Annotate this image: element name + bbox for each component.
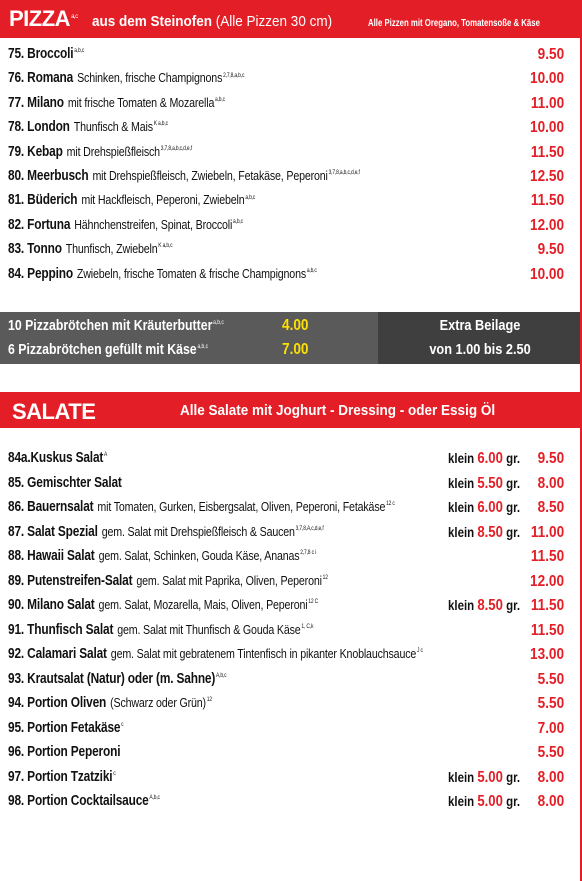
salad-price: 11.50 bbox=[530, 621, 564, 639]
pizza-price: 11.50 bbox=[530, 192, 564, 210]
salad-name-sup: A,b,c bbox=[149, 795, 160, 802]
salad-size-label: gr. bbox=[506, 523, 521, 540]
salad-name bbox=[8, 720, 124, 736]
pizza-price: 10.00 bbox=[529, 119, 564, 137]
salad-name-text: 89. Putenstreifen-Salat bbox=[8, 572, 133, 589]
pizza-desc-sup: K a,b,c bbox=[158, 243, 173, 250]
salad-small-size bbox=[448, 597, 520, 615]
pizza-name-text: 83. Tonno bbox=[8, 241, 62, 258]
pizza-desc-sup: a,b,c bbox=[245, 194, 256, 201]
pizza-price: 10.00 bbox=[529, 70, 564, 88]
pizza-price: 12.50 bbox=[529, 168, 564, 185]
salad-name bbox=[8, 695, 212, 711]
salad-small-price: 8.50 bbox=[477, 523, 503, 541]
salad-price: 13.00 bbox=[529, 646, 564, 663]
pizza-price: 11.50 bbox=[530, 143, 564, 161]
roll-item-2-label: 6 Pizzabrötchen gefüllt mit Käse bbox=[8, 341, 197, 358]
pizza-desc: Schinken, frische Champignons bbox=[77, 70, 223, 86]
salad-name bbox=[8, 450, 108, 466]
pizza-name bbox=[8, 266, 317, 282]
salad-name-text: 97. Portion Tzatziki bbox=[8, 768, 113, 785]
pizza-desc-sup: K a,b,c bbox=[153, 121, 168, 128]
pizza-row bbox=[0, 142, 582, 166]
salad-desc: gem. Salat mit Paprika, Oliven, Peperoni bbox=[136, 572, 322, 588]
pizza-name bbox=[8, 95, 225, 111]
salad-name-sup: A,b,c bbox=[215, 672, 227, 679]
pizza-desc: Hähnchenstreifen, Spinat, Broccoli bbox=[74, 216, 233, 232]
salad-name-sup: c bbox=[113, 770, 116, 777]
salad-small-size bbox=[448, 524, 520, 542]
salad-small-label: klein bbox=[448, 474, 475, 491]
salad-small-label: klein bbox=[448, 499, 475, 515]
salad-row bbox=[0, 595, 582, 619]
pizza-desc-sup: 3,7,8,a,b,c,d,e,f bbox=[160, 145, 192, 152]
salad-row bbox=[0, 644, 582, 668]
rolls-box bbox=[0, 312, 582, 364]
salad-desc: mit Tomaten, Gurken, Eisbergsalat, Oliven, Peperoni, Fetakäse bbox=[97, 499, 386, 514]
roll-item-2-sup: a,b,c bbox=[197, 344, 209, 350]
pizza-title-sup: a,c bbox=[71, 13, 78, 20]
salad-small-price: 5.00 bbox=[477, 793, 503, 810]
pizza-row bbox=[0, 68, 582, 92]
pizza-name-text: 77. Milano bbox=[8, 94, 64, 111]
salad-small-label: klein bbox=[448, 597, 475, 613]
salad-desc-sup: 2,7,8 c i bbox=[300, 550, 317, 557]
salad-small-price: 5.50 bbox=[477, 474, 503, 492]
salad-name-text: 87. Salat Spezial bbox=[8, 523, 98, 540]
salad-name bbox=[8, 499, 395, 515]
pizza-name bbox=[8, 241, 172, 257]
salad-name-text: 86. Bauernsalat bbox=[8, 499, 94, 515]
extra-range: von 1.00 bis 2.50 bbox=[429, 341, 531, 358]
salad-row bbox=[0, 571, 582, 595]
pizza-name-text: 76. Romana bbox=[8, 70, 74, 87]
roll-item-2 bbox=[8, 341, 208, 358]
salad-desc: gem. Salat mit gebratenem Tintenfisch in pikanter Knoblauchsauce bbox=[110, 646, 417, 661]
salad-name bbox=[8, 622, 313, 638]
salad-small-price: 5.00 bbox=[477, 768, 503, 786]
salad-price: 5.50 bbox=[537, 744, 564, 761]
pizza-name bbox=[8, 119, 168, 135]
pizza-name-text: 75. Broccoli bbox=[8, 46, 74, 62]
pizza-name-text: 82. Fortuna bbox=[8, 216, 71, 233]
salad-row bbox=[0, 767, 582, 791]
salad-price: 5.50 bbox=[537, 695, 564, 712]
pizza-header bbox=[0, 0, 582, 38]
salad-row bbox=[0, 448, 582, 472]
salad-size-label: gr. bbox=[506, 450, 521, 466]
salad-name-text: 92. Calamari Salat bbox=[8, 646, 107, 662]
pizza-subtitle bbox=[92, 13, 332, 30]
pizza-title bbox=[9, 6, 78, 32]
roll-item-2-price: 7.00 bbox=[282, 341, 309, 358]
pizza-desc-sup: a,b,c bbox=[215, 96, 225, 103]
pizza-header-note: Alle Pizzen mit Oregano, Tomatensoße & Käse bbox=[368, 18, 540, 29]
salad-row bbox=[0, 473, 582, 497]
salad-desc: gem. Salat, Mozarella, Mais, Oliven, Peperoni bbox=[98, 597, 308, 612]
salad-small-size bbox=[448, 475, 520, 493]
salad-size-label: gr. bbox=[506, 793, 521, 809]
pizza-row bbox=[0, 190, 582, 214]
extra-panel bbox=[378, 312, 582, 364]
pizza-subtitle-light: (Alle Pizzen 30 cm) bbox=[215, 13, 333, 30]
salad-small-label: klein bbox=[448, 793, 475, 809]
salad-name-text: 85. Gemischter Salat bbox=[8, 474, 122, 491]
pizza-name bbox=[8, 192, 255, 208]
pizza-row bbox=[0, 44, 582, 68]
salad-price: 8.50 bbox=[537, 499, 564, 516]
pizza-price: 9.50 bbox=[537, 241, 564, 259]
salad-name bbox=[8, 573, 328, 589]
salad-small-price: 6.00 bbox=[477, 450, 503, 467]
roll-item-1 bbox=[8, 317, 224, 334]
pizza-name bbox=[8, 70, 244, 86]
salad-price: 8.00 bbox=[537, 474, 564, 492]
pizza-desc-sup: a,b,c bbox=[233, 218, 243, 225]
salad-row bbox=[0, 791, 582, 815]
salad-name-sup: c bbox=[121, 721, 124, 728]
pizza-desc: Thunfisch & Mais bbox=[73, 119, 153, 135]
salad-small-size bbox=[448, 450, 520, 468]
salad-small-label: klein bbox=[448, 523, 475, 540]
salad-name-text: 93. Krautsalat (Natur) oder (m. Sahne) bbox=[8, 670, 216, 687]
salad-row bbox=[0, 546, 582, 570]
salad-name bbox=[8, 646, 423, 662]
pizza-row bbox=[0, 166, 582, 190]
salad-name bbox=[8, 671, 227, 687]
pizza-desc-sup: 2,7,8,a,b,c bbox=[223, 72, 245, 79]
pizza-subtitle-bold: aus dem Steinofen bbox=[92, 13, 213, 30]
salad-name bbox=[8, 769, 116, 785]
pizza-name-text: 81. Büderich bbox=[8, 192, 78, 209]
salad-name-text: 90. Milano Salat bbox=[8, 597, 95, 613]
salad-name bbox=[8, 793, 161, 809]
salad-price: 11.50 bbox=[530, 548, 564, 565]
salad-desc-sup: 12 C bbox=[308, 599, 318, 606]
salad-desc: (Schwarz oder Grün) bbox=[110, 695, 206, 710]
salad-row bbox=[0, 742, 582, 766]
salad-price: 8.00 bbox=[537, 768, 564, 786]
salad-small-size bbox=[448, 499, 520, 517]
pizza-name-text: 84. Peppino bbox=[8, 265, 73, 282]
salad-name-text: 91. Thunfisch Salat bbox=[8, 621, 114, 638]
pizza-desc: Thunfisch, Zwiebeln bbox=[65, 241, 158, 257]
pizza-row bbox=[0, 215, 582, 239]
pizza-desc: mit Hackfleisch, Peperoni, Zwiebeln bbox=[81, 192, 245, 208]
salad-small-price: 6.00 bbox=[477, 499, 503, 516]
salad-price: 12.00 bbox=[529, 572, 564, 590]
salad-row bbox=[0, 497, 582, 521]
pizza-name bbox=[8, 46, 85, 62]
rolls-panel bbox=[0, 312, 378, 364]
salad-small-size bbox=[448, 769, 520, 787]
salad-price: 7.00 bbox=[537, 719, 564, 737]
pizza-name bbox=[8, 217, 243, 233]
pizza-row bbox=[0, 239, 582, 263]
salad-name bbox=[8, 548, 316, 564]
pizza-desc: mit frische Tomaten & Mozarella bbox=[67, 94, 215, 110]
salad-row bbox=[0, 693, 582, 717]
salad-desc-sup: 3,7,8,A,c,d,e,f bbox=[295, 525, 324, 532]
pizza-row bbox=[0, 117, 582, 141]
pizza-row bbox=[0, 264, 582, 288]
salad-desc: gem. Salat mit Drehspießfleisch & Saucen bbox=[101, 523, 295, 539]
salad-price: 5.50 bbox=[537, 670, 564, 688]
salad-size-label: gr. bbox=[506, 474, 521, 491]
salad-small-size bbox=[448, 793, 520, 811]
salad-size-label: gr. bbox=[506, 768, 521, 785]
pizza-title-text: PIZZA bbox=[9, 6, 71, 31]
salad-name bbox=[8, 475, 123, 491]
extra-title: Extra Beilage bbox=[439, 317, 521, 334]
salate-header bbox=[0, 392, 582, 428]
salad-desc: gem. Salat mit Thunfisch & Gouda Käse bbox=[117, 621, 301, 637]
pizza-desc-sup: 3,7,8,a,b,c,d,e,f bbox=[328, 170, 360, 177]
pizza-desc-sup: a,b,c bbox=[306, 267, 317, 274]
salad-name-text: 94. Portion Oliven bbox=[8, 695, 107, 711]
roll-item-1-sup: a,b,c bbox=[213, 320, 224, 326]
salad-name-text: 84a.Kuskus Salat bbox=[8, 450, 104, 466]
salad-name-sup: A bbox=[104, 452, 108, 459]
salad-name-text: 96. Portion Peperoni bbox=[8, 744, 121, 760]
roll-item-1-price: 4.00 bbox=[282, 317, 309, 334]
salad-price: 8.00 bbox=[537, 793, 564, 810]
salad-price: 11.00 bbox=[530, 523, 564, 541]
salad-name bbox=[8, 744, 122, 760]
pizza-name bbox=[8, 144, 192, 160]
pizza-row bbox=[0, 93, 582, 117]
salad-desc-sup: J c bbox=[416, 648, 423, 655]
salate-title: SALATE bbox=[12, 399, 96, 424]
roll-item-1-label: 10 Pizzabrötchen mit Kräuterbutter bbox=[8, 317, 213, 334]
salad-name-text: 95. Portion Fetakäse bbox=[8, 719, 121, 736]
salad-desc-sup: 1, C,k bbox=[301, 623, 314, 630]
salad-row bbox=[0, 620, 582, 644]
pizza-price: 9.50 bbox=[537, 46, 564, 63]
pizza-name-text: 80. Meerbusch bbox=[8, 168, 89, 184]
pizza-price: 11.00 bbox=[530, 94, 564, 112]
salad-price: 11.50 bbox=[530, 597, 564, 614]
salad-name-text: 88. Hawaii Salat bbox=[8, 548, 95, 564]
salad-desc-sup: 12 c bbox=[386, 501, 395, 508]
salad-name-text: 98. Portion Cocktailsauce bbox=[8, 793, 149, 809]
pizza-price: 10.00 bbox=[529, 265, 564, 283]
pizza-name-text: 78. London bbox=[8, 119, 70, 136]
salad-desc-sup: 12 bbox=[322, 574, 328, 581]
salad-name bbox=[8, 597, 318, 613]
pizza-desc: mit Drehspießfleisch bbox=[66, 143, 160, 159]
salad-row bbox=[0, 669, 582, 693]
salad-desc-sup: 12 bbox=[206, 697, 212, 704]
salad-size-label: gr. bbox=[506, 597, 521, 613]
salad-name bbox=[8, 524, 324, 540]
salad-small-price: 8.50 bbox=[477, 597, 503, 614]
salad-desc: gem. Salat, Schinken, Gouda Käse, Ananas bbox=[98, 548, 300, 563]
salad-row bbox=[0, 522, 582, 546]
salad-small-label: klein bbox=[448, 768, 475, 785]
pizza-desc: Zwiebeln, frische Tomaten & frische Champignons bbox=[76, 265, 307, 281]
pizza-name-sup: a,b,c bbox=[74, 48, 85, 55]
salate-subtitle: Alle Salate mit Joghurt - Dressing - oder Essig Öl bbox=[180, 402, 496, 419]
salad-row bbox=[0, 718, 582, 742]
salad-size-label: gr. bbox=[506, 499, 521, 515]
pizza-desc: mit Drehspießfleisch, Zwiebeln, Fetakäse, Peperoni bbox=[92, 168, 328, 183]
salad-price: 9.50 bbox=[537, 450, 564, 467]
pizza-price: 12.00 bbox=[529, 216, 564, 234]
pizza-name bbox=[8, 168, 360, 184]
salad-small-label: klein bbox=[448, 450, 475, 466]
pizza-name-text: 79. Kebap bbox=[8, 143, 63, 160]
